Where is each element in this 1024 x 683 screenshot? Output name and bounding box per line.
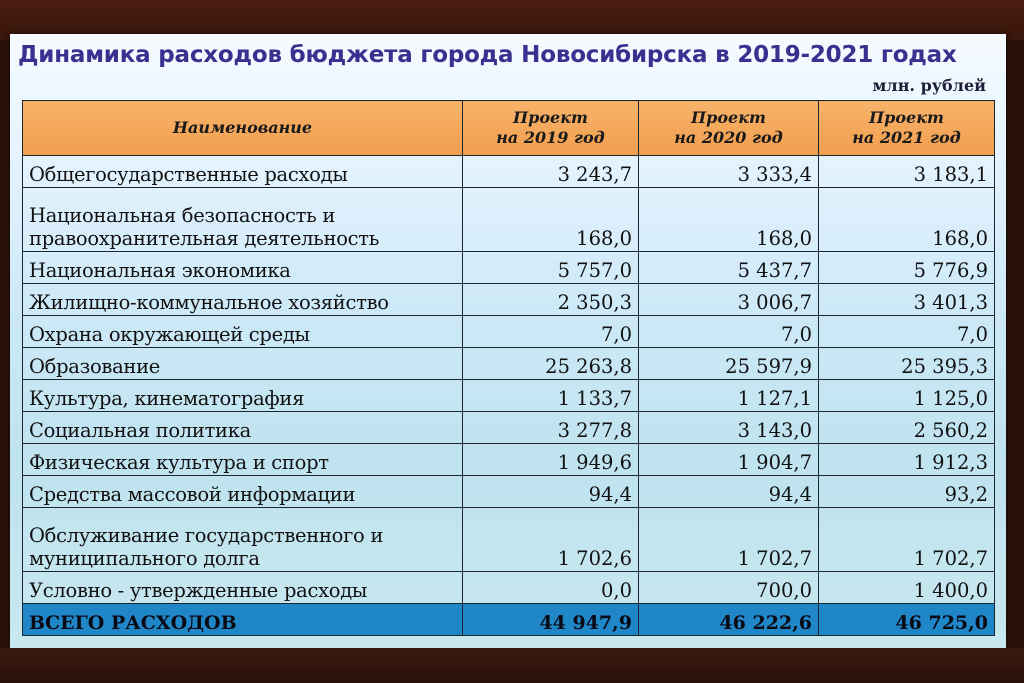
row-name: Национальная безопасность и правоохранительная деятельность <box>23 188 463 252</box>
row-name: Национальная экономика <box>23 252 463 284</box>
row-value-2021: 5 776,9 <box>819 252 995 284</box>
row-value-2020: 168,0 <box>639 188 819 252</box>
row-name: Охрана окружающей среды <box>23 316 463 348</box>
row-value-2019: 0,0 <box>463 572 639 604</box>
row-name: Средства массовой информации <box>23 476 463 508</box>
row-value-2019: 1 702,6 <box>463 508 639 572</box>
row-value-2019: 1 133,7 <box>463 380 639 412</box>
table-row <box>23 508 995 572</box>
table-row <box>23 348 995 380</box>
table-row <box>23 316 995 348</box>
row-name: Общегосударственные расходы <box>23 156 463 188</box>
total-2021: 46 725,0 <box>819 604 995 636</box>
row-value-2020: 5 437,7 <box>639 252 819 284</box>
row-value-2021: 168,0 <box>819 188 995 252</box>
table-row <box>23 412 995 444</box>
row-value-2019: 3 243,7 <box>463 156 639 188</box>
row-value-2020: 1 702,7 <box>639 508 819 572</box>
slide-title: Динамика расходов бюджета города Новосибирска в 2019-2021 годах <box>18 42 957 68</box>
row-value-2019: 7,0 <box>463 316 639 348</box>
row-value-2020: 3 143,0 <box>639 412 819 444</box>
projection-frame-bottom <box>0 648 1024 683</box>
total-2019: 44 947,9 <box>463 604 639 636</box>
row-name: Физическая культура и спорт <box>23 444 463 476</box>
table-row <box>23 156 995 188</box>
header-2019: Проект на 2019 год <box>463 101 639 156</box>
table-row <box>23 444 995 476</box>
row-name: Социальная политика <box>23 412 463 444</box>
row-name: Культура, кинематография <box>23 380 463 412</box>
row-value-2019: 3 277,8 <box>463 412 639 444</box>
row-value-2019: 2 350,3 <box>463 284 639 316</box>
row-value-2020: 3 006,7 <box>639 284 819 316</box>
row-value-2019: 25 263,8 <box>463 348 639 380</box>
row-name: Обслуживание государственного и муниципального долга <box>23 508 463 572</box>
header-2020: Проект на 2020 год <box>639 101 819 156</box>
header-2021: Проект на 2021 год <box>819 101 995 156</box>
table-row <box>23 476 995 508</box>
table-row <box>23 188 995 252</box>
row-value-2021: 93,2 <box>819 476 995 508</box>
budget-table <box>22 100 995 636</box>
row-name: Условно - утвержденные расходы <box>23 572 463 604</box>
row-value-2020: 1 904,7 <box>639 444 819 476</box>
row-value-2021: 7,0 <box>819 316 995 348</box>
row-value-2020: 94,4 <box>639 476 819 508</box>
row-value-2019: 5 757,0 <box>463 252 639 284</box>
row-value-2020: 7,0 <box>639 316 819 348</box>
table-row <box>23 380 995 412</box>
row-value-2021: 3 183,1 <box>819 156 995 188</box>
total-2020: 46 222,6 <box>639 604 819 636</box>
unit-label: млн. рублей <box>872 76 986 95</box>
header-name: Наименование <box>23 101 463 156</box>
row-value-2021: 1 702,7 <box>819 508 995 572</box>
row-value-2020: 3 333,4 <box>639 156 819 188</box>
row-name: Образование <box>23 348 463 380</box>
row-value-2021: 25 395,3 <box>819 348 995 380</box>
table-header-row <box>23 101 995 156</box>
row-value-2020: 1 127,1 <box>639 380 819 412</box>
total-row <box>23 604 995 636</box>
total-label: ВСЕГО РАСХОДОВ <box>23 604 463 636</box>
row-value-2021: 3 401,3 <box>819 284 995 316</box>
row-value-2019: 94,4 <box>463 476 639 508</box>
row-value-2021: 2 560,2 <box>819 412 995 444</box>
row-value-2021: 1 912,3 <box>819 444 995 476</box>
row-value-2021: 1 125,0 <box>819 380 995 412</box>
row-value-2020: 25 597,9 <box>639 348 819 380</box>
table-row <box>23 252 995 284</box>
table-body <box>23 156 995 636</box>
table-row <box>23 572 995 604</box>
row-value-2020: 700,0 <box>639 572 819 604</box>
row-name: Жилищно-коммунальное хозяйство <box>23 284 463 316</box>
row-value-2019: 1 949,6 <box>463 444 639 476</box>
table-row <box>23 284 995 316</box>
row-value-2021: 1 400,0 <box>819 572 995 604</box>
row-value-2019: 168,0 <box>463 188 639 252</box>
